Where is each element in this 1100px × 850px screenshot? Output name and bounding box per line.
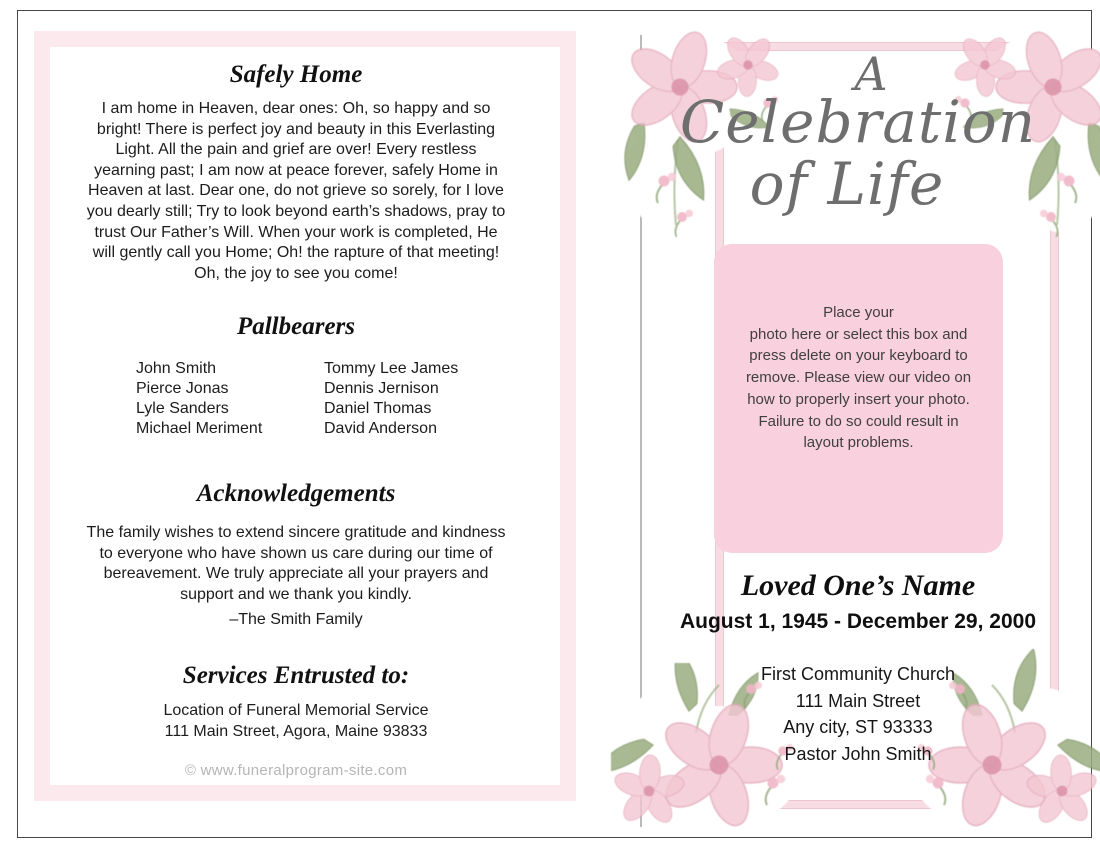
poem-body: I am home in Heaven, dear ones: Oh, so happy and so bright! There is perfect joy and beauty in this Everlasting Light. All the pain and grief are over! Every restless yearning past; I am now at peace forever, safely Home in Heaven at last. Dear one, do not grieve so sorely, for I love you dearly still; Try to look beyond earth’s shadows, pray to trust Our Father’s Will. When your work is completed, He will gently call you Home; Oh! the rapture of that meeting! Oh, the joy to see you come! bbox=[86, 100, 506, 282]
pallbearers-title: Pallbearers bbox=[236, 313, 356, 340]
acknowledgements-title: Acknowledgements bbox=[196, 480, 396, 507]
pallbearers-column-1: John Smith Pierce Jonas Lyle Sanders Michael Meriment bbox=[136, 360, 263, 437]
services-title: Services Entrusted to: bbox=[182, 662, 410, 689]
photo-placeholder-instructions: Place your photo here or select this box and press delete on your keyboard to remove. Please view our video on how to properly insert your photo. Failure to do so could result in layout problems. bbox=[745, 304, 972, 452]
services-location: Location of Funeral Memorial Service 111 Main Street, Agora, Maine 93833 bbox=[163, 702, 429, 740]
deceased-dates: August 1, 1945 - December 29, 2000 bbox=[679, 610, 1036, 633]
cover-title-line-celebration: Celebration bbox=[679, 88, 1037, 156]
poem-title: Safely Home bbox=[229, 61, 363, 88]
pallbearers-column-2: Tommy Lee James Dennis Jernison Daniel Thomas David Anderson bbox=[324, 360, 459, 437]
service-location-info: First Community Church 111 Main Street Any city, ST 93333 Pastor John Smith bbox=[760, 664, 956, 764]
acknowledgements-signature: –The Smith Family bbox=[229, 611, 363, 628]
pallbearers-list bbox=[18, 359, 574, 449]
cover-title-line-a: A bbox=[854, 47, 888, 101]
watermark-copyright: © www.funeralprogram-site.com bbox=[184, 762, 408, 779]
cover-title-line-of-life: of Life bbox=[749, 150, 945, 218]
funeral-program-template bbox=[17, 10, 1092, 838]
deceased-name: Loved One’s Name bbox=[740, 569, 976, 602]
acknowledgements-body: The family wishes to extend sincere gratitude and kindness to everyone who have shown us care during our time of bereavement. We truly appreciate all your prayers and support and we thank you kindly. bbox=[86, 524, 506, 603]
photo-placeholder-box[interactable] bbox=[714, 244, 1003, 553]
